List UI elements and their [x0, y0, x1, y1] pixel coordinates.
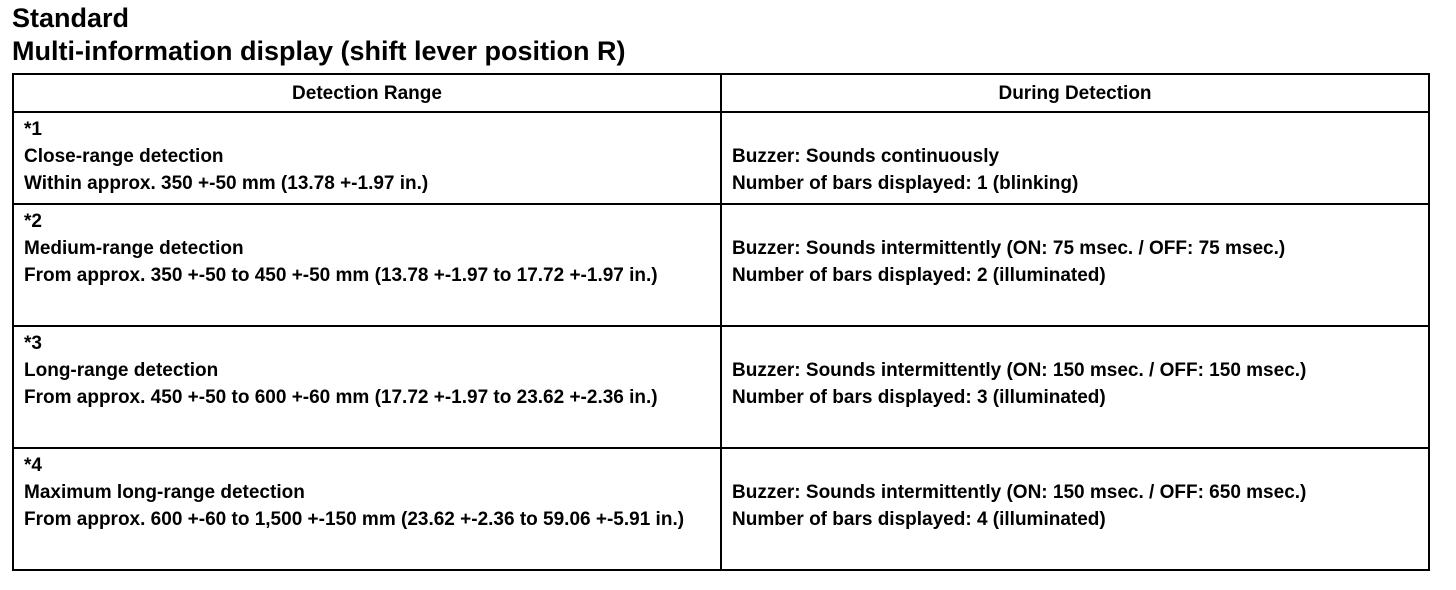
- row-ref: *2: [24, 211, 42, 232]
- range-distance: From approx. 450 +-50 to 600 +-60 mm (17.72 +-1.97 to 23.62 +-2.36 in.): [24, 387, 658, 408]
- column-header-during-detection: During Detection: [721, 74, 1429, 112]
- table-row: [13, 326, 1429, 448]
- bars-displayed: Number of bars displayed: 1 (blinking): [732, 173, 1079, 194]
- bars-displayed: Number of bars displayed: 4 (illuminated): [732, 509, 1106, 530]
- range-distance: From approx. 350 +-50 to 450 +-50 mm (13.78 +-1.97 to 17.72 +-1.97 in.): [24, 265, 658, 286]
- row-ref: *4: [24, 455, 42, 476]
- table-row: [13, 112, 1429, 204]
- during-detection-cell: [721, 112, 1429, 204]
- row-ref: *3: [24, 333, 42, 354]
- during-detection-cell: [721, 204, 1429, 326]
- range-name: Close-range detection: [24, 146, 224, 167]
- page-subtitle: Multi-information display (shift lever position R): [12, 36, 626, 66]
- detection-range-cell: [13, 326, 721, 448]
- buzzer-behavior: Buzzer: Sounds continuously: [732, 146, 1000, 167]
- detection-range-cell: [13, 448, 721, 570]
- during-detection-cell: [721, 448, 1429, 570]
- bars-displayed: Number of bars displayed: 2 (illuminated): [732, 265, 1106, 286]
- row-ref: *1: [24, 119, 42, 140]
- range-distance: From approx. 600 +-60 to 1,500 +-150 mm (23.62 +-2.36 to 59.06 +-5.91 in.): [24, 509, 685, 530]
- table-header-row: [13, 74, 1429, 112]
- table-row: [13, 204, 1429, 326]
- bars-displayed: Number of bars displayed: 3 (illuminated): [732, 387, 1106, 408]
- page-title: Standard: [12, 3, 130, 33]
- detection-range-cell: [13, 112, 721, 204]
- buzzer-behavior: Buzzer: Sounds intermittently (ON: 75 msec. / OFF: 75 msec.): [732, 238, 1286, 259]
- range-name: Maximum long-range detection: [24, 482, 305, 503]
- detection-table: [12, 73, 1430, 571]
- during-detection-cell: [721, 326, 1429, 448]
- title-block: [12, 2, 626, 68]
- buzzer-behavior: Buzzer: Sounds intermittently (ON: 150 msec. / OFF: 150 msec.): [732, 360, 1307, 381]
- column-header-detection-range: Detection Range: [13, 74, 721, 112]
- range-distance: Within approx. 350 +-50 mm (13.78 +-1.97 in.): [24, 173, 429, 194]
- buzzer-behavior: Buzzer: Sounds intermittently (ON: 150 msec. / OFF: 650 msec.): [732, 482, 1307, 503]
- range-name: Medium-range detection: [24, 238, 244, 259]
- table-row: [13, 448, 1429, 570]
- detection-range-cell: [13, 204, 721, 326]
- range-name: Long-range detection: [24, 360, 219, 381]
